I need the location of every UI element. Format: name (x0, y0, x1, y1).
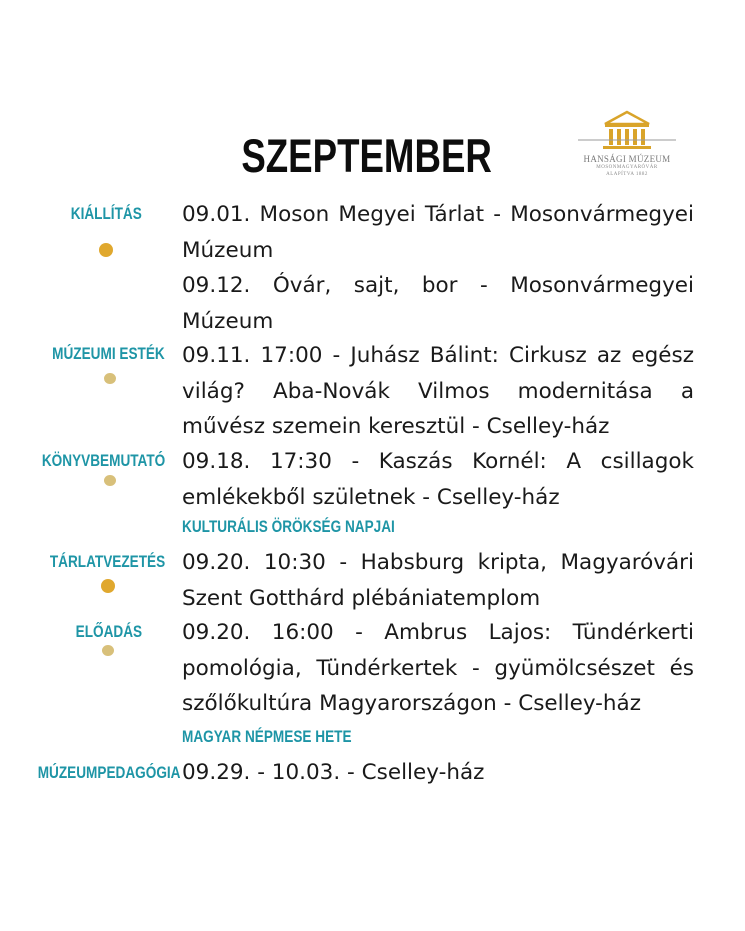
event-exhibition-2: 09.12. Óvár, sajt, bor - Mosonvármegyei Múzeum (182, 273, 694, 334)
category-lecture-dot (102, 645, 114, 656)
event-guided-tour: 09.20. 10:30 - Habsburg kripta, Magyaróvári Szent Gotthárd plébániatemplom (182, 550, 694, 611)
event-museum-education: 09.29. - 10.03. - Cselley-ház (182, 760, 485, 785)
logo-subtitle-founded: ALAPÍTVA 1882 (606, 172, 648, 177)
subheading-heritage-days: KULTURÁLIS ÖRÖKSÉG NAPJAI (182, 517, 395, 536)
category-guided-tour: TÁRLATVEZETÉS (49, 552, 165, 571)
event-exhibition-1: 09.01. Moson Megyei Tárlat - Mosonvármegyei Múzeum (182, 202, 694, 263)
event-lecture: 09.20. 16:00 - Ambrus Lajos: Tündérkerti pomológia, Tündérkertek - gyümölcsészet és szőlőkultúra Magyarországon - Cselley-ház (182, 620, 694, 716)
museum-logo (572, 108, 682, 183)
event-museum-evening: 09.11. 17:00 - Juhász Bálint: Cirkusz az egész világ? Aba-Novák Vilmos modernitása a művész szemein keresztül - Cselley-ház (182, 343, 694, 439)
category-museum-education: MÚZEUMPEDAGÓGIA (37, 763, 180, 782)
category-exhibition-dot (99, 243, 113, 257)
category-guided-tour-dot (101, 579, 115, 593)
category-museum-evenings-dot (104, 373, 116, 384)
logo-name: HANSÁGI MÚZEUM (583, 154, 671, 164)
event-book-launch: 09.18. 17:30 - Kaszás Kornél: A csillagok emlékekből születnek - Cselley-ház (182, 449, 694, 510)
subheading-folk-tale-week: MAGYAR NÉPMESE HETE (182, 727, 352, 746)
category-book-launch: KÖNYVBEMUTATÓ (41, 451, 165, 470)
museum-building-icon (572, 108, 682, 154)
category-exhibition: KIÁLLÍTÁS (70, 204, 142, 223)
category-book-launch-dot (104, 475, 116, 486)
page-title: SZEPTEMBER (241, 129, 492, 182)
logo-subtitle-city: MOSONMAGYARÓVÁR (596, 165, 658, 170)
category-museum-evenings: MÚZEUMI ESTÉK (52, 344, 165, 363)
category-lecture: ELŐADÁS (75, 622, 142, 641)
